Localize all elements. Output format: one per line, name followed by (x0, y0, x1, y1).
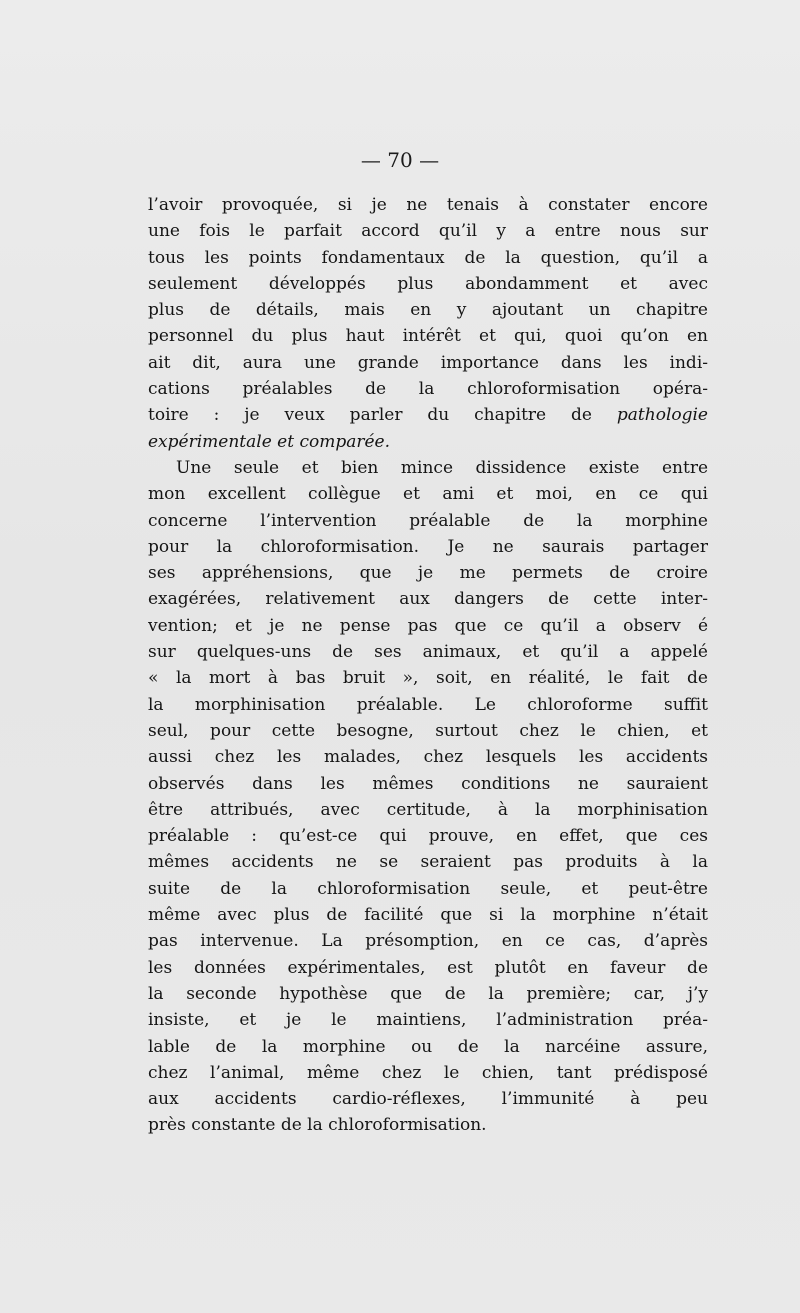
text-line: seulement développés plus abondamment et avec (148, 273, 708, 294)
text-line: la morphinisation préalable. Le chloroforme suffit (148, 694, 708, 715)
text-line: observés dans les mêmes conditions ne sauraient (148, 773, 708, 794)
text-line: même avec plus de facilité que si la morphine n’était (148, 905, 708, 926)
text-line: lable de la morphine ou de la narcéine assure, (148, 1036, 708, 1057)
paragraph-2 (148, 455, 708, 1139)
text-line: être attribués, avec certitude, à la morphinisation (148, 799, 708, 820)
body-text (148, 192, 708, 1139)
text-line: personnel du plus haut intérêt et qui, quoi qu’on en (148, 326, 708, 347)
text-line: suite de la chloroformisation seule, et peut-être (148, 878, 708, 899)
text-run: toire : je veux parler du chapitre de (148, 405, 617, 426)
text-line: pour la chloroformisation. Je ne saurais partager (148, 536, 708, 557)
text-line: préalable : qu’est-ce qui prouve, en effet, que ces (148, 826, 708, 847)
text-line: mêmes accidents ne se seraient pas produits à la (148, 852, 708, 873)
text-line: ses appréhensions, que je me permets de croire (148, 563, 708, 584)
text-line: ait dit, aura une grande importance dans les indi- (148, 352, 708, 373)
text-line: la seconde hypothèse que de la première; car, j’y (148, 983, 708, 1004)
text-line: « la mort à bas bruit », soit, en réalité, le fait de (148, 668, 708, 689)
text-line: pas intervenue. La présomption, en ce cas, d’après (148, 931, 708, 952)
text-line: tous les points fondamentaux de la question, qu’il a (148, 247, 708, 268)
text-line: près constante de la chloroformisation. (148, 1115, 487, 1136)
text-line: concerne l’intervention préalable de la morphine (148, 510, 708, 531)
text-line: aux accidents cardio-réflexes, l’immunité à peu (148, 1089, 708, 1110)
text-line: seul, pour cette besogne, surtout chez le chien, et (148, 720, 708, 741)
italic-text-line: expérimentale et comparée. (148, 431, 390, 452)
text-line: mon excellent collègue et ami et moi, en ce qui (148, 484, 708, 505)
text-line: plus de détails, mais en y ajoutant un chapitre (148, 300, 708, 321)
text-line: aussi chez les malades, chez lesquels les accidents (148, 747, 708, 768)
text-line: les données expérimentales, est plutôt en faveur de (148, 957, 708, 978)
text-line: cations préalables de la chloroformisation opéra- (148, 379, 708, 400)
text-line: vention; et je ne pense pas que ce qu’il a observ é (148, 615, 708, 636)
text-line: sur quelques-uns de ses animaux, et qu’il a appelé (148, 642, 708, 663)
paragraph-1 (148, 192, 708, 455)
text-line: l’avoir provoquée, si je ne tenais à constater encore (148, 195, 708, 215)
text-line: Une seule et bien mince dissidence existe entre (176, 457, 708, 478)
italic-text-run: pathologie (616, 405, 708, 426)
text-line: une fois le parfait accord qu’il y a entre nous sur (148, 221, 708, 242)
text-line: exagérées, relativement aux dangers de cette inter- (148, 589, 708, 610)
page-number: — 70 — (360, 148, 440, 172)
text-line: chez l’animal, même chez le chien, tant prédisposé (148, 1062, 708, 1083)
text-line: insiste, et je le maintiens, l’administration préa- (148, 1010, 708, 1031)
text-line (148, 402, 708, 428)
